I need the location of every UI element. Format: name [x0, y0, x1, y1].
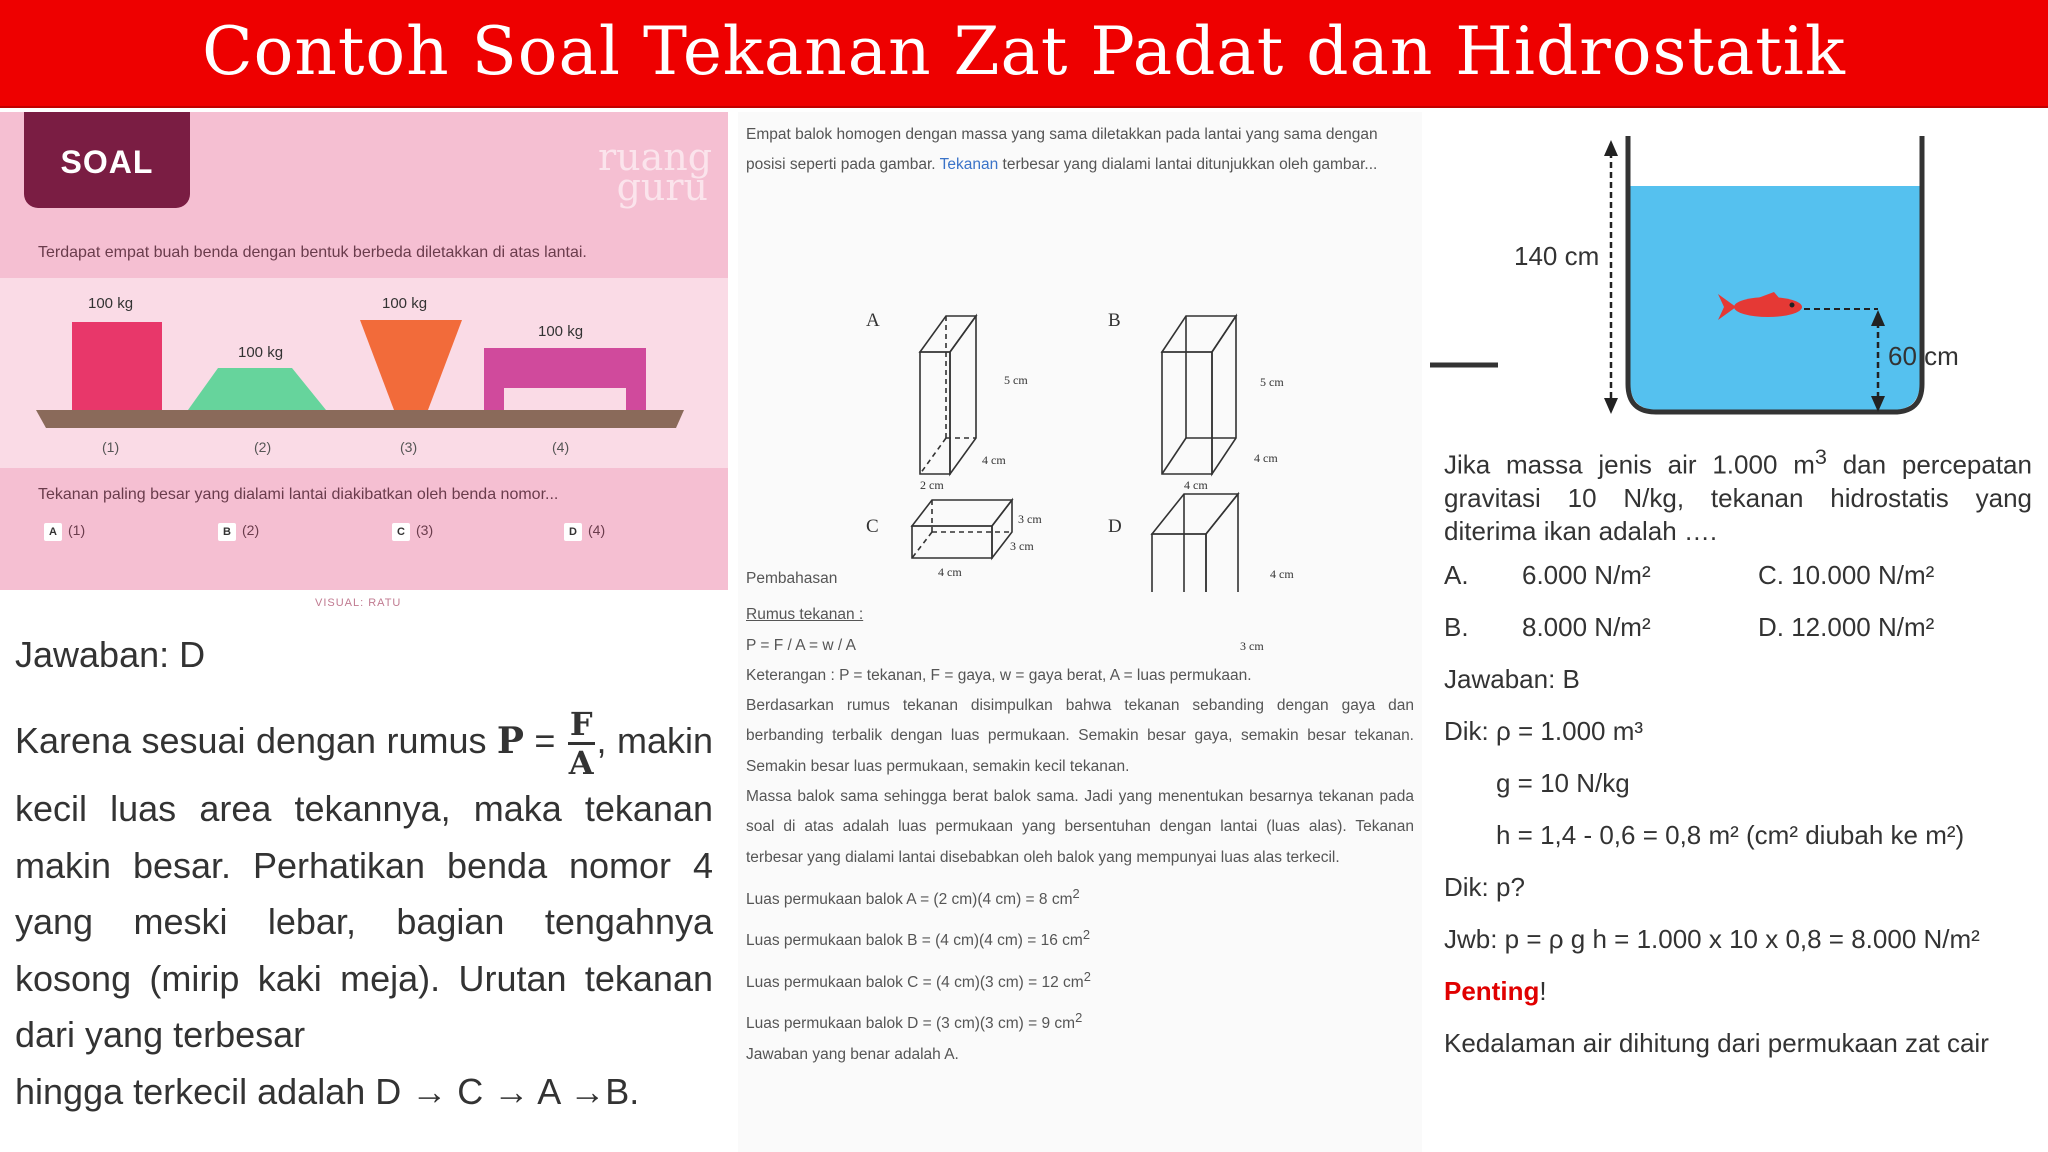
floor-shape [36, 410, 684, 428]
luas-a: Luas permukaan balok A = (2 cm)(4 cm) = 8 $cm^2$ [746, 885, 1080, 909]
option-a: A (1) [44, 522, 85, 541]
depth-label: 60 cm [1888, 341, 1959, 371]
rumus-title: Rumus tekanan : [746, 606, 864, 624]
title-bar [0, 0, 2048, 108]
middle-panel [738, 112, 1422, 1152]
explain-post: makin kecil luas area tekannya, maka tekanan makin besar. Perhatikan benda nomor 4 yang meski lebar, bagian tengahnya kosong (mirip kaki meja). Urutan tekanan dari yang terbesar [15, 720, 713, 1055]
right-answer: Jawaban: B [1444, 664, 1580, 694]
dik-rho: Dik: ρ = 1.000 m³ [1444, 716, 1644, 746]
weight-label-2: 100 kg [238, 344, 284, 361]
formula-denominator: A [568, 744, 594, 782]
soal-badge: SOAL [24, 112, 190, 208]
pembahasan-section [746, 570, 1414, 1070]
explain-pre: Karena sesuai dengan rumus [15, 720, 487, 762]
dim-b-depth: 4 cm [1254, 451, 1278, 465]
object-3 [360, 320, 462, 410]
jawab: Jwb: p = ρ g h = 1.000 x 10 x 0,8 = 8.000 N/m² [1444, 924, 1980, 954]
luas-b: Luas permukaan balok B = (4 cm)(4 cm) = 16 $cm^2$ [746, 927, 1091, 950]
right-question: Jika massa jenis air 1.000 $m^3$ dan percepatan gravitasi 10 N/kg, tekanan hidrostatis yang diterima ikan adalah …. [1444, 444, 2032, 546]
keterangan: Keterangan : P = tekanan, F = gaya, w = gaya berat, A = luas permukaan. [746, 666, 1252, 684]
dim-c-width: 4 cm [938, 565, 962, 579]
dim-d-depth: 3 cm [1240, 639, 1264, 652]
formula-p: P [496, 720, 524, 763]
objects-illustration [0, 278, 728, 468]
object-number-4: (4) [552, 439, 570, 455]
right-option-a: A. 6.000 N/m² [1444, 560, 1651, 590]
box-label-a: A [866, 310, 880, 331]
rumus: P = F / A = w / A [746, 636, 856, 654]
option-d: D (4) [564, 522, 605, 541]
dim-a-depth: 4 cm [982, 453, 1006, 467]
explain-last: hingga terkecil adalah D → C → A →B. [15, 1070, 640, 1112]
dim-b-height: 5 cm [1260, 375, 1284, 389]
dim-a-height: 5 cm [1004, 373, 1028, 387]
answer-left: Jawaban: D [15, 634, 206, 675]
explanation-left: Karena sesuai dengan rumus P = $\frac{F}{A}$ , makin kecil luas area tekannya, maka tekanan makin besar. Perhatikan benda nomor 4 yang meski lebar, bagian tengahnya kosong (mirip kaki meja). Urutan tekanan dari yang terbesar hingga terkecil adalah D → C → A →B. [15, 706, 713, 1120]
dim-c-depth: 3 cm [1010, 539, 1034, 553]
dik-h: h = 1,4 - 0,6 = 0,8 m² (cm² diubah ke m²) [1496, 820, 1965, 850]
tank-illustration [1428, 112, 2048, 432]
visual-credit: VISUAL: RATU [315, 597, 402, 609]
paragraph-1: Berdasarkan rumus tekanan disimpulkan bahwa tekanan sebanding dengan gaya dan berbanding terbalik dengan luas permukaan. Semakin besar gaya, semakin besar tekanan. Semakin besar luas permukaan, semakin kecil tekanan. [746, 697, 1414, 775]
object-2 [188, 368, 326, 410]
dik-p: Dik: p? [1444, 872, 1525, 902]
pembahasan-heading: Pembahasan [746, 570, 838, 587]
option-b: B (2) [218, 522, 259, 541]
dim-b-width: 4 cm [1184, 478, 1208, 492]
object-number-1: (1) [102, 439, 120, 455]
soal-options [44, 522, 684, 546]
box-label-c: C [866, 516, 879, 537]
dik-g: g = 10 N/kg [1496, 768, 1630, 798]
dim-d-height: 4 cm [1270, 567, 1294, 581]
formula-fraction [568, 706, 595, 781]
soal-figure [0, 278, 728, 468]
luas-c: Luas permukaan balok C = (4 cm)(3 cm) = 12 $cm^2$ [746, 968, 1091, 992]
box-label-b: B [1108, 310, 1121, 331]
soal-question: Tekanan paling besar yang dialami lantai diakibatkan oleh benda nomor... [38, 486, 559, 503]
middle-answer: Jawaban yang benar adalah A. [746, 1045, 959, 1063]
page-title: Contoh Soal Tekanan Zat Padat dan Hidrostatik [202, 13, 1846, 90]
penting-line: Penting! [1444, 976, 1547, 1006]
dim-a-width: 2 cm [920, 478, 944, 492]
right-option-c: C. 10.000 N/m² [1758, 560, 1935, 590]
brand-logo: ruang guru [598, 135, 713, 209]
weight-label-3: 100 kg [382, 295, 428, 312]
weight-label-1: 100 kg [88, 295, 134, 312]
formula-equals: = [534, 720, 556, 762]
soal-intro: Terdapat empat buah benda dengan bentuk berbeda diletakkan di atas lantai. [38, 244, 587, 261]
dim-c-height: 3 cm [1018, 512, 1042, 526]
object-number-3: (3) [400, 439, 418, 455]
right-option-b: B. 8.000 N/m² [1444, 612, 1651, 642]
formula-numerator: F [569, 705, 593, 743]
middle-intro: Empat balok homogen dengan massa yang sama diletakkan pada lantai yang sama dengan posisi seperti pada gambar. Tekanan terbesar yang dialami lantai ditunjukkan oleh gambar... [746, 126, 1378, 173]
object-4 [484, 348, 646, 410]
height-label: 140 cm [1514, 241, 1600, 271]
paragraph-2: Massa balok sama sehingga berat balok sama. Jadi yang menentukan besarnya tekanan pada soal di atas adalah luas permukaan yang bersentuhan dengan lantai (luas alas). Tekanan terbesar yang dialami lantai disebabkan oleh balok yang mempunyai luas alas terkecil. [746, 788, 1414, 866]
tekanan-link[interactable]: Tekanan [939, 156, 999, 173]
right-option-d: D. 12.000 N/m² [1758, 612, 1935, 642]
object-1 [72, 322, 162, 410]
luas-d: Luas permukaan balok D = (3 cm)(3 cm) = 9 $cm^2$ [746, 1010, 1083, 1033]
soal-card [0, 112, 728, 590]
option-c: C (3) [392, 522, 433, 541]
box-label-d: D [1108, 516, 1122, 537]
weight-label-4: 100 kg [538, 323, 584, 340]
penting-note: Kedalaman air dihitung dari permukaan zat cair [1444, 1028, 1989, 1058]
object-number-2: (2) [254, 439, 272, 455]
